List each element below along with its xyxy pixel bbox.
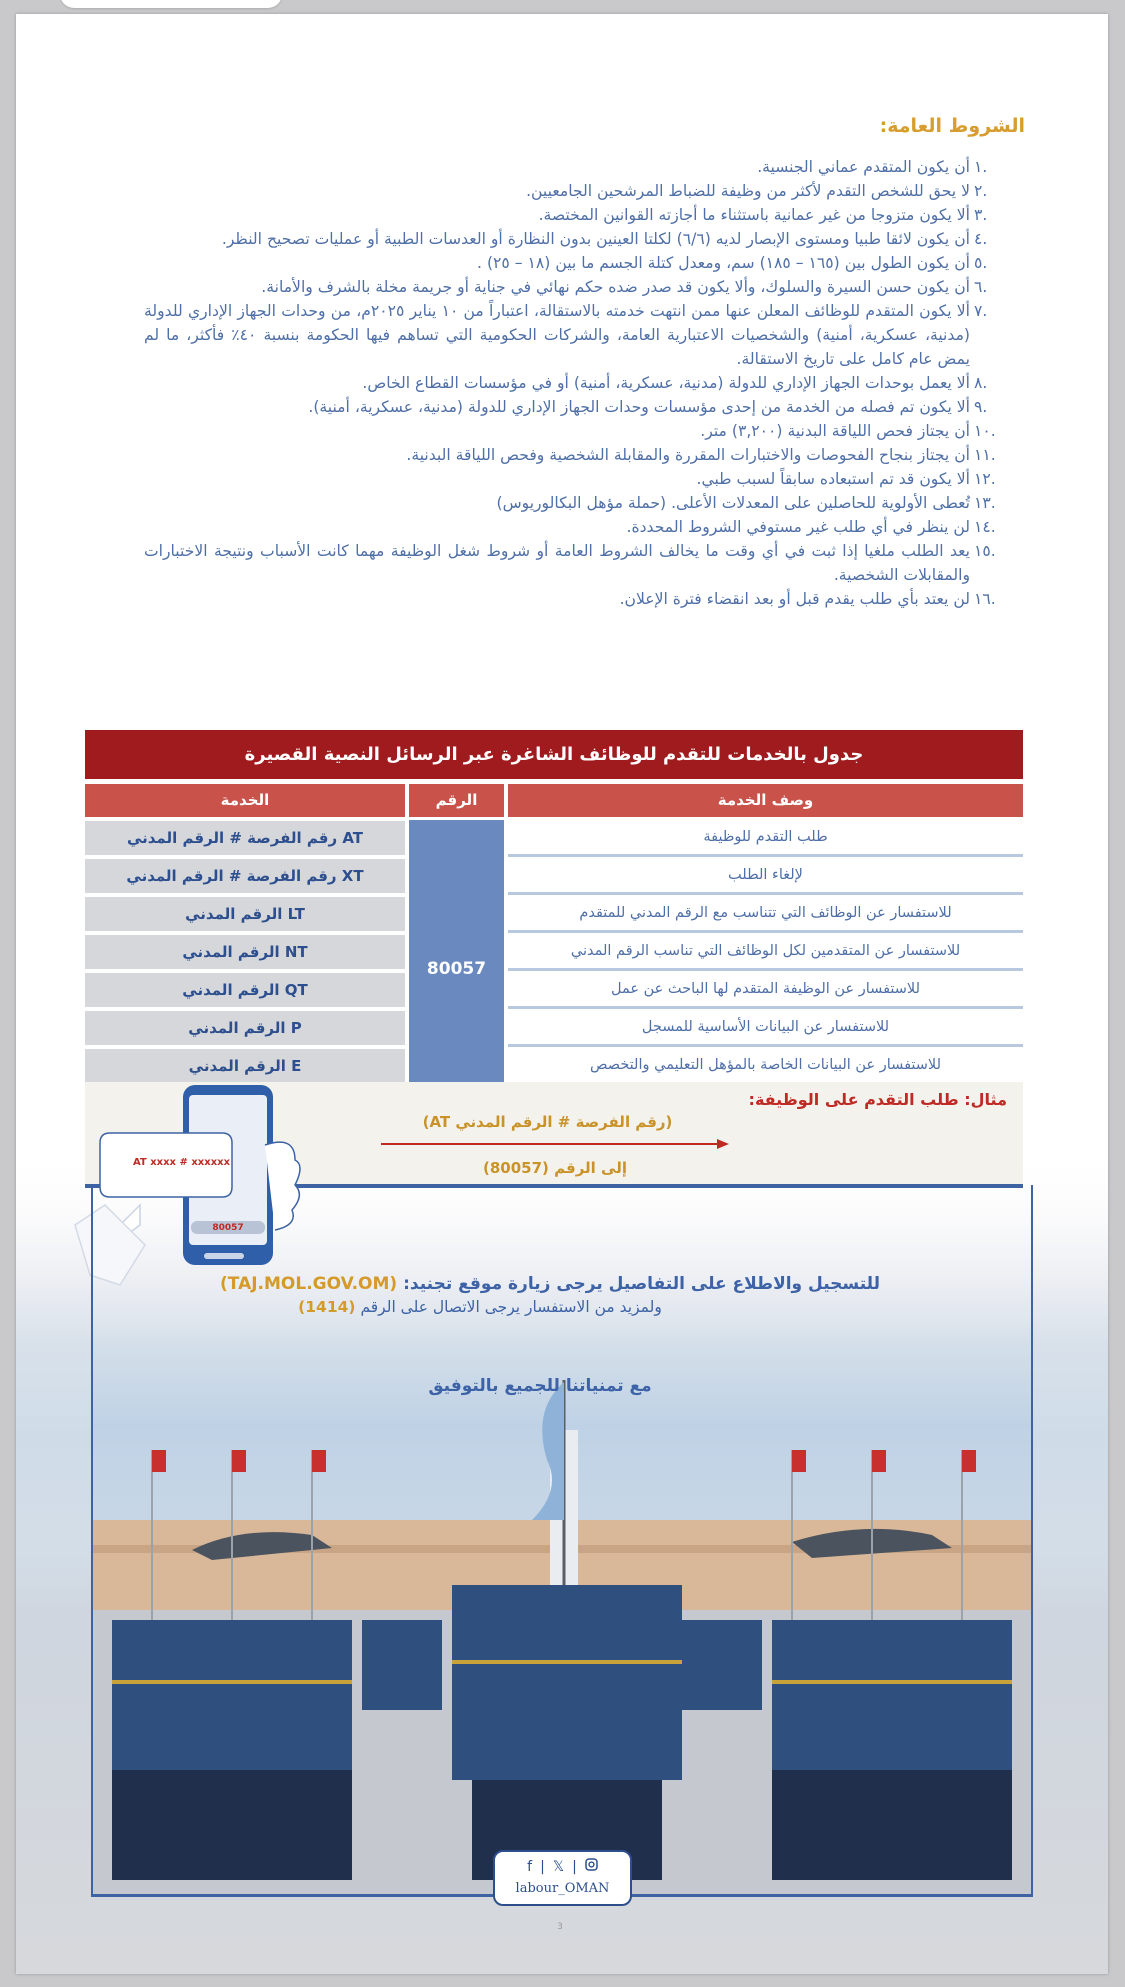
condition-item: .٣ ألا يكون متزوجا من غير عمانية باستثناء ما أجازته القوانين المختصة. bbox=[538, 206, 988, 224]
conditions-list bbox=[144, 155, 996, 611]
service-description: للاستفسار عن الوظيفة المتقدم لها الباحث عن عمل bbox=[508, 972, 1023, 1009]
separator: | bbox=[572, 1859, 579, 1875]
condition-item: .٦ أن يكون حسن السيرة والسلوك، وألا يكون قد صدر ضده حكم نهائي في جناية أو جريمة مخلة بالشرف والأمانة. bbox=[261, 278, 988, 296]
condition-item: .٨ ألا يعمل بوحدات الجهاز الإداري للدولة (مدنية، عسكرية، أمنية) أو في مؤسسات القطاع الخاص. bbox=[362, 374, 988, 392]
example-title: مثال: طلب التقدم على الوظيفة: bbox=[748, 1090, 1007, 1109]
phone-sms-number: 80057 bbox=[212, 1223, 244, 1233]
closing-wish: مع تمنياتنا للجميع بالتوفيق bbox=[428, 1376, 652, 1396]
condition-item: .١٢ ألا يكون قد تم استبعاده سابقاً لسبب طبي. bbox=[696, 470, 996, 488]
website-link[interactable]: (TAJ.MOL.GOV.OM) bbox=[220, 1274, 398, 1294]
service-code: الرقم المدني P bbox=[85, 1011, 405, 1045]
services-table bbox=[85, 730, 1023, 1121]
condition-item: .٩ ألا يكون تم فصله من الخدمة من إحدى مؤسسات وحدات الجهاز الإداري للدولة (مدنية، عسكرية، أمنية). bbox=[308, 398, 988, 416]
service-code: رقم الفرصة # الرقم المدني XT bbox=[85, 859, 405, 893]
arrow-right-icon bbox=[381, 1138, 731, 1150]
frame-right bbox=[1031, 1185, 1033, 1895]
service-code: الرقم المدني LT bbox=[85, 897, 405, 931]
social-icons bbox=[495, 1858, 630, 1875]
table-row bbox=[85, 934, 1023, 972]
condition-item: .١٣ تُعطى الأولوية للحاصلين على المعدلات الأعلى. (حملة مؤهل البكالوريوس) bbox=[496, 494, 996, 512]
table-row bbox=[85, 1010, 1023, 1048]
separator: | bbox=[540, 1859, 547, 1875]
inquiry-line bbox=[200, 1298, 760, 1316]
service-code: الرقم المدني E bbox=[85, 1049, 405, 1083]
inquiry-text: ولمزيد من الاستفسار يرجى الاتصال على الرقم bbox=[360, 1298, 662, 1316]
social-badge bbox=[493, 1850, 632, 1906]
instagram-icon[interactable] bbox=[579, 1858, 604, 1875]
parade-photo bbox=[92, 1320, 1032, 1895]
condition-item: .١ أن يكون المتقدم عماني الجنسية. bbox=[757, 158, 988, 176]
condition-item: .١٥ يعد الطلب ملغيا إذا ثبت في أي وقت ما يخالف الشروط العامة أو شروط شغل الوظيفة مهما كانت الأسباب ونتيجة الاختبارات والمقابلات الشخصية. bbox=[144, 542, 996, 584]
page-number: 3 bbox=[557, 1922, 563, 1932]
condition-item: .١٦ لن يعتد بأي طلب يقدم قبل أو بعد انقضاء فترة الإعلان. bbox=[619, 590, 996, 608]
service-description: للاستفسار عن الوظائف التي تتناسب مع الرقم المدني للمتقدم bbox=[508, 896, 1023, 933]
x-icon[interactable]: 𝕏 bbox=[552, 1859, 567, 1875]
registration-line bbox=[200, 1274, 900, 1294]
service-description: للاستفسار عن المتقدمين لكل الوظائف التي تناسب الرقم المدني bbox=[508, 934, 1023, 971]
inquiry-phone: (1414) bbox=[298, 1298, 356, 1316]
services-table-title: جدول بالخدمات للتقدم للوظائف الشاغرة عبر الرسائل النصية القصيرة bbox=[85, 730, 1023, 779]
condition-item: .٤ أن يكون لائقا طبيا ومستوى الإبصار لديه (٦/٦) لكلتا العينين بدون النظارة أو العدسات الطبية أو عمليات تصحيح النظر. bbox=[221, 230, 988, 248]
service-code: الرقم المدني NT bbox=[85, 935, 405, 969]
condition-item: .١١ أن يجتاز بنجاح الفحوصات والاختبارات المقررة والمقابلة الشخصية وفحص اللياقة البدنية. bbox=[406, 446, 996, 464]
service-description: لإلغاء الطلب bbox=[508, 858, 1023, 895]
service-description: للاستفسار عن البيانات الأساسية للمسجل bbox=[508, 1010, 1023, 1047]
condition-item: .٥ أن يكون الطول بين (١٦٥ – ١٨٥) سم، ومعدل كتلة الجسم ما بين (١٨ – ٢٥) . bbox=[477, 254, 988, 272]
condition-item: .١٤ لن ينظر في أي طلب غير مستوفي الشروط المحددة. bbox=[626, 518, 996, 536]
social-handle[interactable]: labour_OMAN bbox=[515, 1881, 610, 1896]
table-row bbox=[85, 896, 1023, 934]
registration-text: للتسجيل والاطلاع على التفاصيل يرجى زيارة موقع تجنيد: bbox=[403, 1274, 880, 1294]
services-table-body bbox=[85, 820, 1023, 1118]
frame-left bbox=[91, 1185, 93, 1895]
table-row bbox=[85, 1048, 1023, 1086]
page-tab bbox=[60, 0, 282, 8]
services-table-header bbox=[85, 784, 1023, 817]
sms-number-cell: 80057 bbox=[409, 820, 504, 1118]
table-row bbox=[85, 858, 1023, 896]
header-service: الخدمة bbox=[85, 784, 405, 817]
table-row bbox=[85, 972, 1023, 1010]
table-row bbox=[85, 820, 1023, 858]
conditions-title: الشروط العامة: bbox=[879, 115, 1025, 137]
header-number: الرقم bbox=[409, 784, 504, 817]
service-description: طلب التقدم للوظيفة bbox=[508, 820, 1023, 857]
condition-item: .٢ لا يحق للشخص التقدم لأكثر من وظيفة للضباط المرشحين الجامعيين. bbox=[526, 182, 988, 200]
condition-item: .١٠ أن يجتاز فحص اللياقة البدنية (٣,٢٠٠) متر. bbox=[700, 422, 996, 440]
service-code: الرقم المدني QT bbox=[85, 973, 405, 1007]
phone-sms-text: AT xxxx # xxxxxx bbox=[132, 1157, 231, 1168]
header-description: وصف الخدمة bbox=[508, 784, 1023, 817]
example-message: (رقم الفرصة # الرقم المدني AT) bbox=[422, 1113, 673, 1131]
facebook-icon[interactable]: f bbox=[527, 1859, 535, 1875]
phone-in-hand-icon bbox=[70, 1085, 330, 1305]
example-destination: إلى الرقم (80057) bbox=[483, 1159, 627, 1177]
service-description: للاستفسار عن البيانات الخاصة بالمؤهل التعليمي والتخصص bbox=[508, 1048, 1023, 1085]
service-code: رقم الفرصة # الرقم المدني AT bbox=[85, 821, 405, 855]
condition-item: .٧ ألا يكون المتقدم للوظائف المعلن عنها ممن انتهت خدمته بالاستقالة، اعتباراً من ١٠ يناير ٢٠٢٥م، من وحدات الجهاز الإداري للدولة (مدنية، عسكرية، أمنية) والشخصيات الاعتبارية العامة، والشركات الحكومية التي تساهم فيها الحكومة بنسبة ٤٠٪ فأكثر، ما لم يمض عام كامل على تاريخ الاستقالة. bbox=[144, 302, 988, 368]
